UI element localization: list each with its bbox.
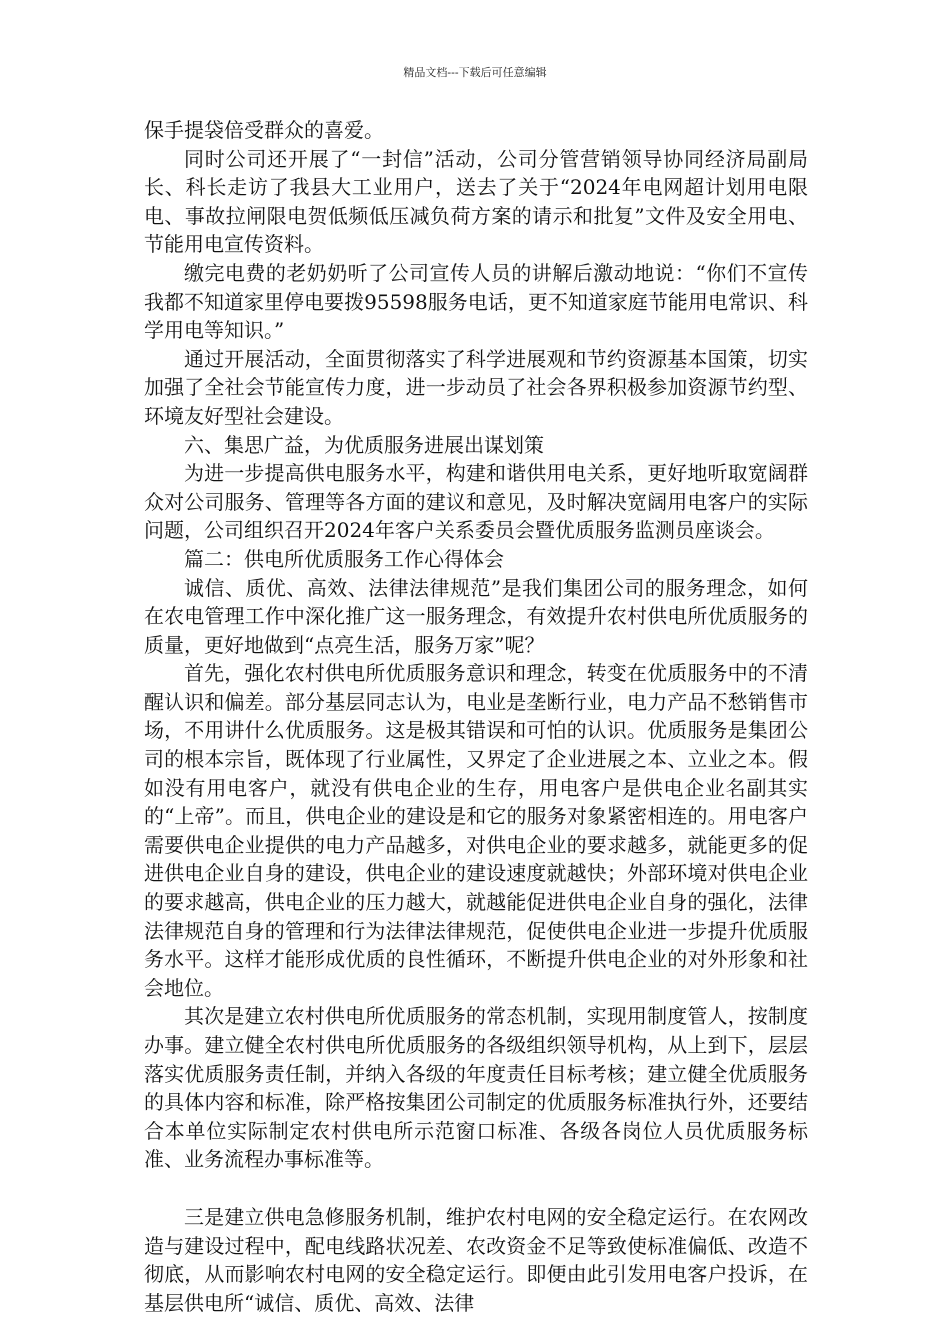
document-body <box>144 116 808 1317</box>
section-heading-six: 六、集思广益，为优质服务进展出谋划策 <box>184 432 544 457</box>
article-heading-part-two: 篇二：供电所优质服务工作心得体会 <box>184 546 504 571</box>
paragraph-customer-committee: 为进一步提高供电服务水平，构建和谐供用电关系，更好地听取宽阔群众对公司服务、管理等各方面的建议和意见，及时解决宽阔用电客户的实际问题，公司组织召开2024年客户关系委员会暨优质服务监测员座谈会。 <box>144 461 808 543</box>
paragraph-activity-summary: 通过开展活动，全面贯彻落实了科学进展观和节约资源基本国策，切实加强了全社会节能宣传力度，进一步动员了社会各界积极参加资源节约型、环境友好型社会建设。 <box>144 346 808 428</box>
paragraph-second-point: 其次是建立农村供电所优质服务的常态机制，实现用制度管人，按制度办事。建立健全农村供电所优质服务的各级组织领导机构，从上到下，层层落实优质服务责任制，并纳入各级的年度责任目标考核；建立健全优质服务的具体内容和标准，除严格按集团公司制定的优质服务标准执行外，还要结合本单位实际制定农村供电所示范窗口标准、各级各岗位人员优质服务标准、业务流程办事标准等。 <box>144 1004 808 1172</box>
paragraph-continuation: 保手提袋倍受群众的喜爱。 <box>144 118 384 142</box>
paragraph-letter-campaign: 同时公司还开展了“一封信”活动，公司分管营销领导协同经济局副局长、科长走访了我县大工业用户，送去了关于“2024年电网超计划用电限电、事故拉闸限电贺低频低压减负荷方案的请示和批复”文件及安全用电、节能用电宣传资料。 <box>144 146 808 257</box>
paragraph-grandma-quote: 缴完电费的老奶奶听了公司宣传人员的讲解后激动地说：“你们不宣传我都不知道家里停电要拨95598服务电话，更不知道家庭节能用电常识、科学用电等知识。” <box>144 260 808 343</box>
paragraph-first-point: 首先，强化农村供电所优质服务意识和理念，转变在优质服务中的不清醒认识和偏差。部分基层同志认为，电业是垄断行业，电力产品不愁销售市场，不用讲什么优质服务。这是极其错误和可怕的认识。优质服务是集团公司的根本宗旨，既体现了行业属性，又界定了企业进展之本、立业之本。假如没有用电客户，就没有供电企业的生存，用电客户是供电企业名副其实的“上帝”。而且，供电企业的建设是和它的服务对象紧密相连的。用电客户需要供电企业提供的电力产品越多，对供电企业的要求越多，就能更多的促进供电企业自身的建设，供电企业的建设速度就越快；外部环境对供电企业的要求越高，供电企业的压力越大，就越能促进供电企业自身的强化，法律法律规范自身的管理和行为法律法律规范，促使供电企业进一步提升优质服务水平。这样才能形成优质的良性循环，不断提升供电企业的对外形象和社会地位。 <box>144 661 808 1000</box>
paragraph-third-point: 三是建立供电急修服务机制，维护农村电网的安全稳定运行。在农网改造与建设过程中，配电线路状况差、农改资金不足等致使标准偏低、改造不彻底，从而影响农村电网的安全稳定运行。即便由此引发用电客户投诉，在基层供电所“诚信、质优、高效、法律 <box>144 1204 808 1315</box>
page-header: 精品文档---下载后可任意编辑 <box>403 66 547 79</box>
paragraph-service-philosophy: 诚信、质优、高效、法律法律规范”是我们集团公司的服务理念，如何在农电管理工作中深化推广这一服务理念，有效提升农村供电所优质服务的质量，更好地做到“点亮生活，服务万家”呢？ <box>144 575 808 657</box>
